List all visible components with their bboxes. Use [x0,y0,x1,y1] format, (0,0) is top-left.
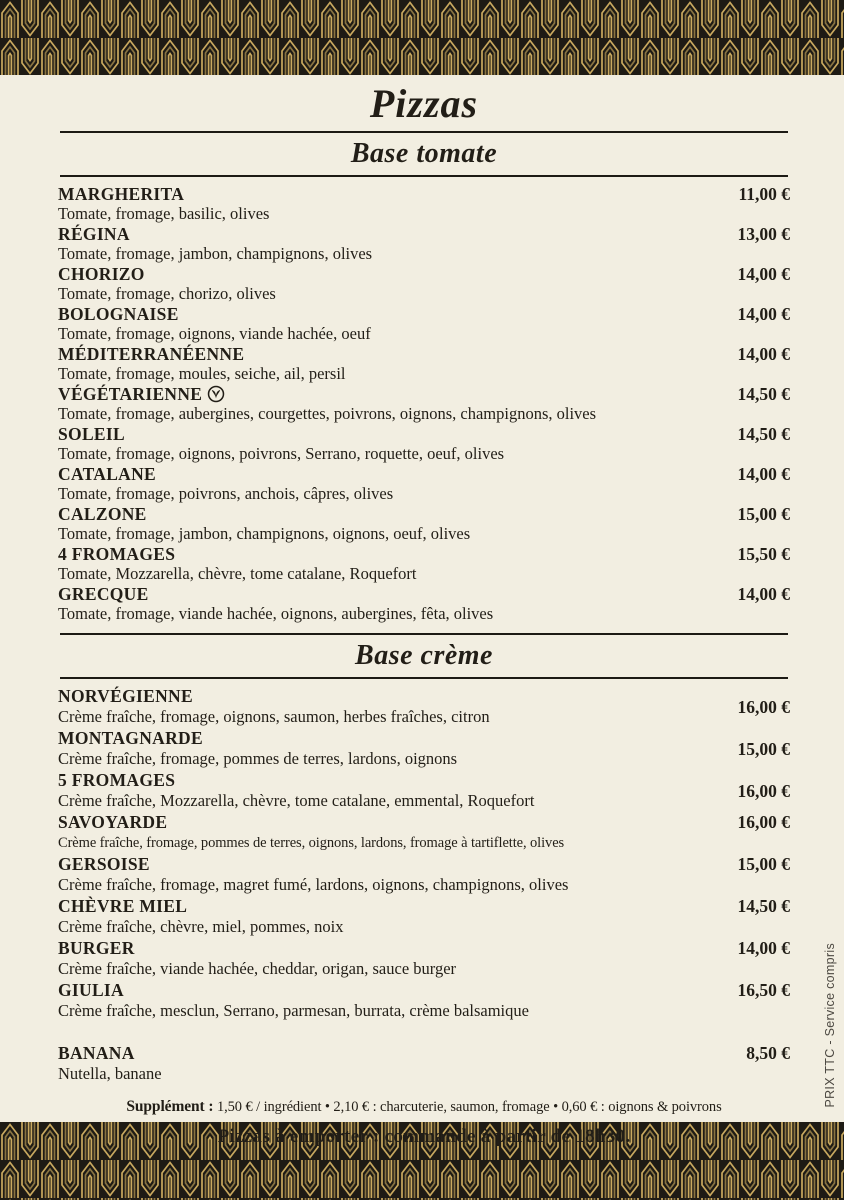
menu-item-main [58,304,726,343]
item-name: VÉGÉTARIENNE [58,384,203,404]
item-price: 14,00 € [737,304,790,324]
menu-item [58,264,790,303]
item-name-line [58,686,726,707]
item-description: Crème fraîche, fromage, magret fumé, lardons, oignons, champignons, olives [58,875,569,894]
menu-item-main [58,686,726,727]
item-name: MONTAGNARDE [58,728,203,748]
item-name-line [58,854,726,875]
menu-item-main [58,424,726,463]
item-description: Crème fraîche, Mozzarella, chèvre, tome catalane, emmental, Roquefort [58,791,535,810]
item-name: NORVÉGIENNE [58,686,193,706]
item-description: Tomate, fromage, jambon, champignons, oignons, oeuf, olives [58,524,471,543]
menu-item [58,1043,790,1084]
item-name-line [58,264,726,284]
item-description: Tomate, fromage, oignons, poivrons, Serrano, roquette, oeuf, olives [58,444,505,463]
item-name-line [58,184,726,204]
side-note: PRIX TTC - Service compris [823,943,837,1108]
item-description: Tomate, fromage, poivrons, anchois, câpres, olives [58,484,394,503]
item-description: Tomate, fromage, chorizo, olives [58,284,276,303]
menu-item-main [58,384,726,423]
item-description: Crème fraîche, mesclun, Serrano, parmesan, burrata, crème balsamique [58,1001,529,1020]
item-name-line [58,464,726,484]
menu-item-main [58,344,726,383]
section-items [58,686,790,1084]
menu-page [0,75,844,1147]
menu-item-main [58,224,726,263]
section-divider [60,131,788,133]
item-name-line [58,770,726,791]
item-price: 15,00 € [737,854,790,874]
menu-item [58,304,790,343]
item-name-line [58,812,726,833]
item-description: Tomate, fromage, oignons, viande hachée, oeuf [58,324,371,343]
top-border-pattern [0,0,844,75]
menu-item-main [58,980,726,1021]
menu-item [58,770,790,811]
item-price: 15,00 € [737,504,790,524]
item-price: 14,50 € [737,424,790,444]
item-description: Tomate, fromage, viande hachée, oignons, aubergines, fêta, olives [58,604,494,623]
item-description: Tomate, fromage, basilic, olives [58,204,270,223]
menu-item [58,728,790,769]
item-name-line [58,424,726,444]
menu-item-main [58,264,726,303]
menu-sections [58,131,790,1084]
item-price: 14,00 € [737,938,790,958]
section-items [58,184,790,623]
supplement-label: Supplément : [126,1098,214,1115]
menu-item-main [58,544,726,583]
menu-item-main [58,504,726,543]
item-name-line [58,384,726,404]
item-name: SAVOYARDE [58,812,168,832]
section-heading: Base tomate [350,138,498,169]
item-name-line [58,544,726,564]
item-description: Tomate, Mozzarella, chèvre, tome catalane, Roquefort [58,564,417,583]
section-divider [60,175,788,177]
menu-item-main [58,854,726,895]
item-description: Tomate, fromage, moules, seiche, ail, persil [58,364,346,383]
item-name: BANANA [58,1043,135,1063]
menu-item [58,896,790,937]
item-name-line [58,504,726,524]
menu-item-main [58,770,726,811]
item-price: 14,00 € [737,584,790,604]
menu-item [58,938,790,979]
item-price: 16,00 € [737,812,790,832]
item-name-line [58,304,726,324]
item-description: Tomate, fromage, jambon, champignons, olives [58,244,373,263]
menu-item [58,812,790,853]
item-name-line [58,980,726,1001]
item-name: GERSOISE [58,854,150,874]
menu-item-main [58,184,726,223]
item-price: 16,00 € [737,780,790,801]
item-price: 8,50 € [746,1043,790,1063]
supplement-text: 1,50 € / ingrédient • 2,10 € : charcuterie, saumon, fromage • 0,60 € : oignons & poivrons [213,1099,722,1115]
menu-item-main [58,896,726,937]
menu-item-main [58,812,726,853]
section-divider [60,677,788,679]
item-price: 11,00 € [738,184,790,204]
item-price: 14,00 € [737,264,790,284]
menu-item [58,344,790,383]
item-description: Crème fraîche, viande hachée, cheddar, origan, sauce burger [58,959,457,978]
menu-item-main [58,938,726,979]
item-price: 14,00 € [737,464,790,484]
item-name: GIULIA [58,980,124,1000]
menu-item-main [58,728,726,769]
menu-item [58,504,790,543]
item-name: CHORIZO [58,264,145,284]
item-price: 14,00 € [737,344,790,364]
item-description: Crème fraîche, fromage, pommes de terres, oignons, lardons, fromage à tartiflette, olives [58,835,565,851]
item-name: 4 FROMAGES [58,544,176,564]
menu-item [58,544,790,583]
item-name-line [58,728,726,749]
page-title: Pizzas [369,81,479,126]
item-price: 15,00 € [737,738,790,759]
item-name: SOLEIL [58,424,125,444]
item-name: CHÈVRE MIEL [58,896,188,916]
menu-item [58,584,790,623]
item-name: CALZONE [58,504,147,524]
menu-item [58,184,790,223]
supplement-note [58,1098,790,1116]
item-name: MÉDITERRANÉENNE [58,344,245,364]
takeaway-note: Pizzas à emporter : commande à partir de 18h30. [217,1126,631,1147]
item-price: 16,00 € [737,696,790,717]
item-name: RÉGINA [58,224,130,244]
item-name-line [58,584,726,604]
menu-item [58,464,790,503]
item-description: Tomate, fromage, aubergines, courgettes, poivrons, oignons, champignons, olives [58,404,597,423]
item-name: GRECQUE [58,584,149,604]
item-name-line [58,896,726,917]
item-name-line [58,938,726,959]
item-description: Crème fraîche, fromage, oignons, saumon, herbes fraîches, citron [58,707,490,726]
item-name: 5 FROMAGES [58,770,176,790]
menu-item [58,854,790,895]
item-name: BURGER [58,938,135,958]
menu-item-main [58,1043,734,1084]
item-name: MARGHERITA [58,184,185,204]
item-price: 13,00 € [737,224,790,244]
section-divider [60,633,788,635]
item-name: BOLOGNAISE [58,304,179,324]
menu-item [58,384,790,423]
item-name-line [58,344,726,364]
menu-item [58,224,790,263]
item-price: 14,50 € [737,896,790,916]
menu-item [58,424,790,463]
item-name-line [58,1043,734,1064]
menu-item-main [58,584,726,623]
item-description: Nutella, banane [58,1064,162,1083]
menu-item [58,686,790,727]
section-heading: Base crème [355,640,493,671]
item-name-line [58,224,726,244]
item-description: Crème fraîche, chèvre, miel, pommes, noix [58,917,344,936]
item-description: Crème fraîche, fromage, pommes de terres, lardons, oignons [58,749,458,768]
item-price: 16,50 € [737,980,790,1000]
menu-item [58,980,790,1021]
item-name: CATALANE [58,464,157,484]
item-price: 15,50 € [737,544,790,564]
menu-item-main [58,464,726,503]
item-price: 14,50 € [737,384,790,404]
vegetarian-leaf-icon [207,385,225,403]
